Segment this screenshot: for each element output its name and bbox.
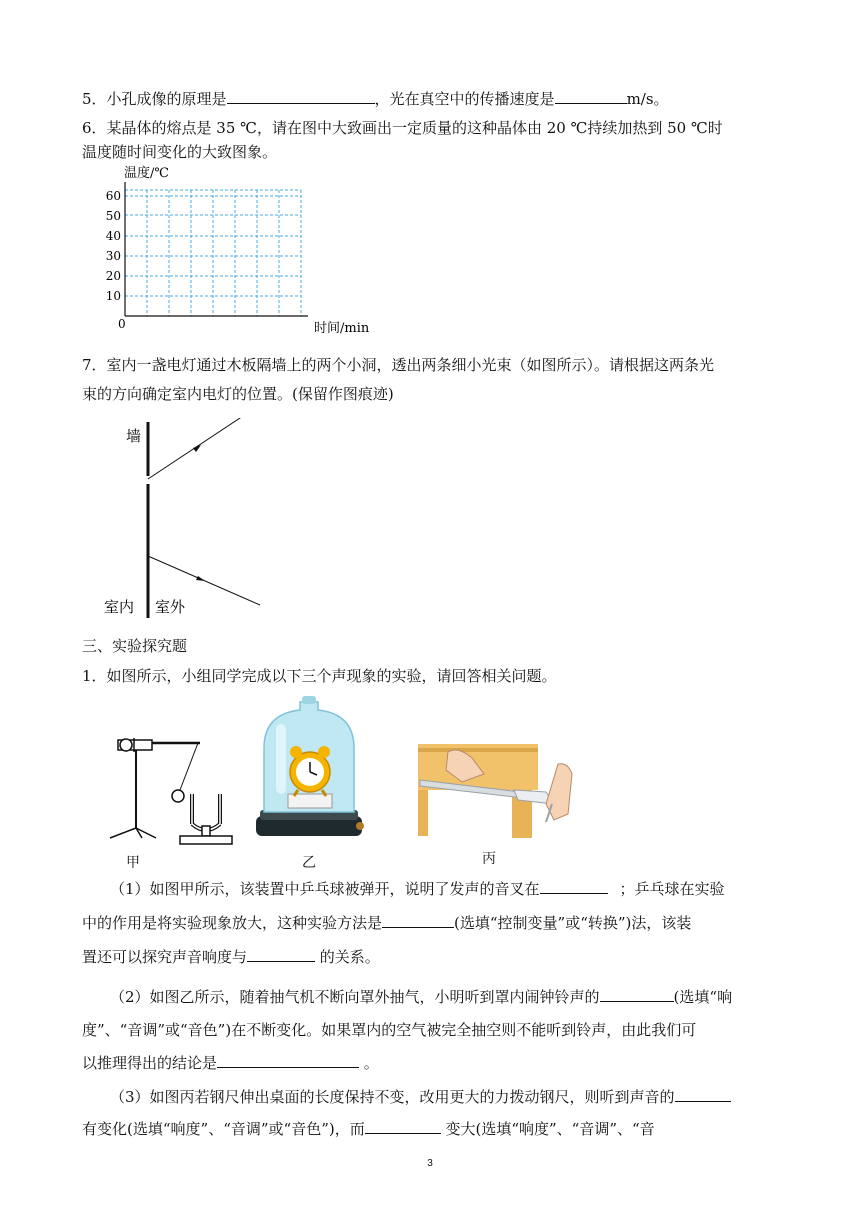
figure-a-label: 甲 <box>126 854 140 870</box>
y-tick-30: 30 <box>105 249 121 263</box>
answer-blank[interactable] <box>365 1118 441 1134</box>
temperature-time-grid[interactable] <box>96 160 396 338</box>
wall-label: 墙 <box>126 427 142 445</box>
answer-blank[interactable] <box>540 878 608 894</box>
answer-blank[interactable] <box>675 1086 731 1102</box>
outside-label: 室外 <box>155 598 186 616</box>
answer-blank[interactable] <box>227 88 375 104</box>
part-2-line1: （2）如图乙所示，随着抽气机不断向罩外抽气，小明听到罩内闹钟铃声的 (选填“响 <box>110 988 733 1006</box>
question-7-line2: 束的方向确定室内电灯的位置。(保留作图痕迹) <box>82 385 394 403</box>
y-tick-40: 40 <box>105 229 121 243</box>
tuning-fork-figure <box>100 728 240 848</box>
figure-c-label: 丙 <box>482 850 496 866</box>
answer-blank[interactable] <box>600 986 674 1002</box>
part-1-line1: （1）如图甲所示，该装置中乒乓球被弹开，说明了发声的音叉在 ；乒乓球在实验 <box>110 880 725 898</box>
grid-lines <box>125 190 301 316</box>
section-title: 三、实验探究题 <box>82 637 188 655</box>
y-tick-60: 60 <box>105 189 121 203</box>
x-axis-label: 时间/min <box>314 321 370 336</box>
page-number: 3 <box>427 1158 433 1169</box>
y-axis-label: 温度/℃ <box>124 166 169 181</box>
wall-light-beams-figure[interactable] <box>100 418 270 626</box>
steel-ruler-figure <box>418 744 590 844</box>
part-1-line3: 置还可以探究声音响度与 的关系。 <box>82 948 380 966</box>
question-6-line2: 温度随时间变化的大致图象。 <box>82 143 278 161</box>
question-5: 5．小孔成像的原理是 ，光在真空中的传播速度是 m/s。 <box>82 90 669 108</box>
answer-blank[interactable] <box>217 1052 359 1068</box>
answer-blank[interactable] <box>247 946 315 962</box>
question-7-line1: 7．室内一盏电灯通过木板隔墙上的两个小洞，透出两条细小光束（如图所示）。请根据这两条光 <box>82 356 715 374</box>
arrow-lower <box>196 576 205 581</box>
answer-blank[interactable] <box>555 88 627 104</box>
origin-label: 0 <box>118 317 126 331</box>
part-3-line2: 有变化(选填“响度”、“音调”或“音色”)，而 变大(选填“响度”、“音调”、“音 <box>82 1120 655 1138</box>
experiment-1-intro: 1．如图所示，小组同学完成以下三个声现象的实验，请回答相关问题。 <box>82 667 557 685</box>
y-tick-10: 10 <box>105 289 121 303</box>
part-1-line2: 中的作用是将实验现象放大，这种实验方法是 (选填“控制变量”或“转换”)法，该装 <box>82 914 692 932</box>
part-2-line2: 度”、“音调”或“音色”)在不断变化。如果罩内的空气被完全抽空则不能听到铃声，由此我们可 <box>82 1021 697 1039</box>
inside-label: 室内 <box>104 598 135 616</box>
bell-jar-figure <box>254 696 366 844</box>
part-3-line1: （3）如图丙若钢尺伸出桌面的长度保持不变，改用更大的力拨动钢尺，则听到声音的 <box>110 1086 731 1107</box>
answer-blank[interactable] <box>382 912 454 928</box>
figure-b-label: 乙 <box>302 854 316 870</box>
part-2-line3: 以推理得出的结论是 。 <box>82 1054 379 1072</box>
y-tick-50: 50 <box>105 209 121 223</box>
y-tick-20: 20 <box>105 269 121 283</box>
question-6-line1: 6．某晶体的熔点是 35 ℃，请在图中大致画出一定质量的这种晶体由 20 ℃持续加热到 50 ℃时 <box>82 119 723 137</box>
